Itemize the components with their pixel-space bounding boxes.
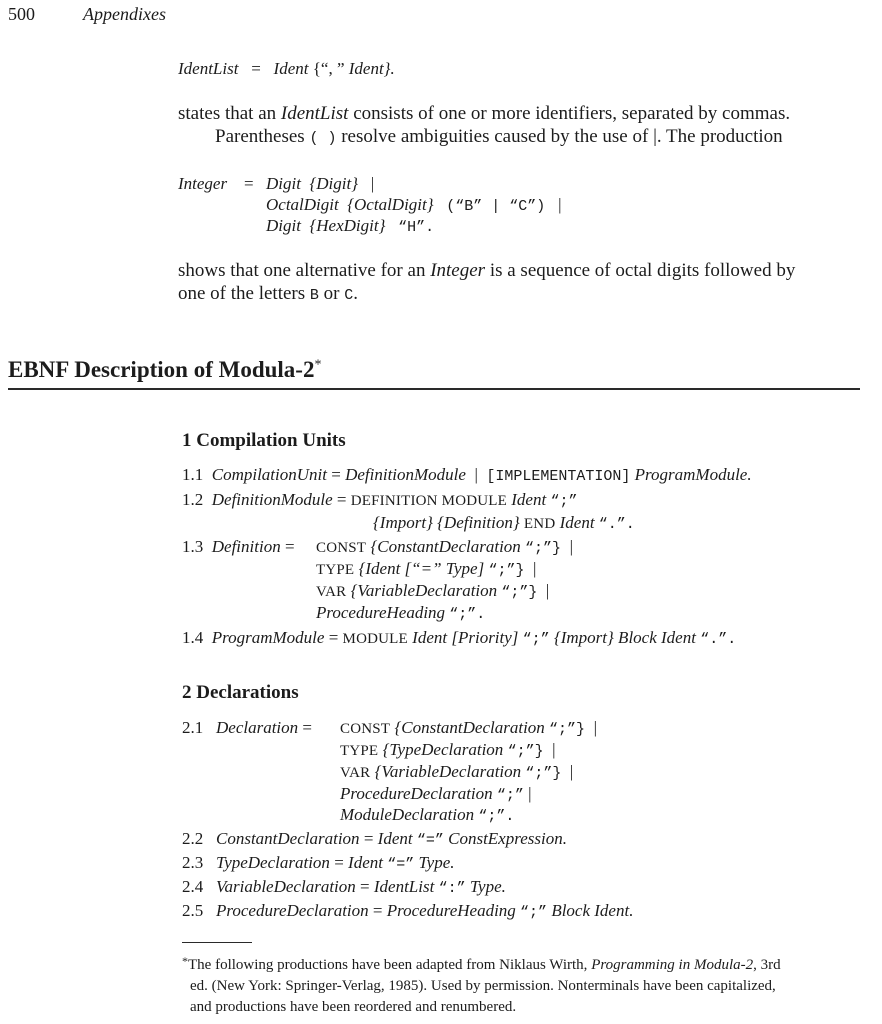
text-run: states that an — [178, 103, 281, 124]
rule-lhs: TypeDeclaration — [216, 853, 330, 872]
rule-lhs: ProcedureDeclaration — [216, 901, 369, 920]
rule-term: CONST — [340, 721, 391, 737]
text-run: resolve ambiguities caused by the use of — [336, 126, 654, 147]
rule-term: OctalDigit — [266, 195, 339, 214]
footnote-marker: * — [182, 954, 188, 968]
rule-term: {OctalDigit} — [347, 195, 434, 214]
rule-lhs: Definition — [211, 537, 281, 556]
rule-term: Ident [Priority] — [412, 628, 519, 647]
production-rule — [182, 901, 633, 921]
production-rule — [182, 877, 506, 897]
rule-lhs: IdentList — [178, 59, 239, 78]
rule-term: “;”. — [449, 606, 486, 623]
rule-term: {TypeDeclaration — [382, 740, 504, 759]
subsection-heading: 2 Declarations — [182, 682, 299, 703]
text-run: Parentheses — [215, 126, 310, 147]
rule-term: “=” — [387, 856, 415, 873]
integer-rule-line — [266, 216, 434, 236]
paragraph — [178, 283, 358, 305]
rule-term: ProcedureHeading — [316, 603, 446, 622]
rule-term: {VariableDeclaration — [374, 762, 522, 781]
rule-number: 2.4 — [182, 877, 204, 896]
rule-term: “;”. — [478, 808, 515, 825]
rule-eq: = — [331, 465, 341, 484]
section-title — [8, 357, 321, 383]
rule-eq: = — [336, 490, 347, 509]
text-run: is a sequence of octal digits followed by — [485, 260, 796, 281]
production-rule-cont — [340, 718, 597, 738]
rule-term: {Import} Block Ident — [553, 628, 696, 647]
production-rule-cont — [316, 559, 536, 579]
production-rule — [182, 718, 312, 738]
rule-term: “;”} — [501, 584, 538, 601]
rule-term: | — [532, 559, 537, 578]
production-rule-cont — [340, 762, 573, 782]
rule-term: Ident — [377, 829, 413, 848]
rule-number: 1.1 — [182, 465, 204, 484]
rule-lhs: ConstantDeclaration — [216, 829, 360, 848]
rule-term: DefinitionModule — [345, 465, 466, 484]
text-run: | — [653, 126, 657, 147]
rule-term: | — [569, 762, 574, 781]
production-rule — [182, 490, 577, 510]
rule-term: | — [569, 537, 573, 556]
text-run: Programming in Modula-2 — [591, 957, 754, 973]
rule-number: 1.4 — [182, 628, 204, 647]
rule-term: [IMPLEMENTATION] — [486, 468, 631, 485]
rule-lhs: ProgramModule — [211, 628, 325, 647]
rule-term: “H”. — [398, 219, 435, 236]
rule-term: “=” — [416, 832, 444, 849]
rule-term: Ident — [348, 853, 383, 872]
rule-term: [“=” Type] — [404, 559, 485, 578]
rule-term: CONST — [316, 540, 367, 556]
rule-term: | — [545, 581, 550, 600]
text-run: C — [344, 287, 354, 304]
production-rule — [182, 537, 295, 557]
rule-term: DEFINITION MODULE — [350, 493, 508, 509]
page-number: 500 — [8, 4, 35, 24]
rule-term: Ident — [273, 59, 309, 78]
rule-lhs: VariableDeclaration — [216, 877, 356, 896]
production-rule — [182, 465, 752, 485]
rule-term: | — [474, 465, 478, 484]
production-rule — [182, 829, 567, 849]
rule-term: ProcedureDeclaration — [340, 784, 493, 803]
rule-term: {VariableDeclaration — [350, 581, 498, 600]
production-rule-cont — [340, 805, 514, 825]
rule-lhs: CompilationUnit — [211, 465, 327, 484]
integer-rule-line — [266, 174, 374, 194]
paragraph — [178, 103, 790, 125]
rule-eq: = — [284, 537, 295, 556]
text-run: , 3rd — [753, 957, 781, 973]
paragraph — [178, 260, 795, 282]
text-run: IdentList — [280, 103, 349, 124]
rule-term: Block Ident. — [551, 901, 634, 920]
rule-term: “;” — [550, 493, 578, 510]
rule-term: “;” — [496, 787, 524, 804]
rule-term: | — [558, 195, 562, 214]
text-run: Integer — [430, 260, 486, 281]
rule-term: {Import} {Definition} — [373, 513, 520, 532]
rule-term: {“, ” — [312, 59, 345, 78]
production-rule — [182, 628, 736, 648]
rule-term: Digit — [266, 216, 301, 235]
production-rule-cont — [316, 581, 549, 601]
rule-term: “;” — [522, 631, 550, 648]
footnote-line: and productions have been reordered and renumbered. — [190, 999, 517, 1015]
production-rule-cont — [373, 513, 635, 533]
rule-term: Ident — [511, 490, 547, 509]
rule-term: MODULE — [342, 631, 408, 647]
production-rule-cont — [316, 603, 485, 623]
rule-eq: = — [334, 853, 344, 872]
rule-lhs: Integer — [178, 174, 228, 193]
footnote-marker: * — [314, 357, 322, 373]
running-title: Appendixes — [83, 4, 166, 24]
rule-lhs: Declaration — [216, 718, 299, 737]
rule-term: TYPE — [340, 743, 379, 759]
rule-term: ProgramModule. — [634, 465, 752, 484]
rule-eq: = — [363, 829, 374, 848]
footnote-line: ed. (New York: Springer-Verlag, 1985). Used by permission. Nonterminals have been capitalized, — [190, 978, 776, 994]
rule-eq: = — [251, 59, 261, 78]
rule-term: Ident}. — [348, 59, 395, 78]
subsection-heading: 1 Compilation Units — [182, 430, 346, 451]
integer-rule-line — [266, 195, 561, 215]
section-title-text: EBNF Description of Modula-2 — [8, 357, 315, 382]
rule-term: {Ident — [358, 559, 401, 578]
rule-term: (“B” | “C”) — [446, 198, 546, 215]
rule-lhs: DefinitionModule — [211, 490, 333, 509]
rule-term: Type. — [469, 877, 506, 896]
rule-term: “.”. — [598, 516, 635, 533]
rule-number: 2.3 — [182, 853, 204, 872]
footnote-rule — [182, 942, 252, 943]
rule-number: 1.3 — [182, 537, 204, 556]
text-run: shows that one alternative for an — [178, 260, 431, 281]
rule-term: {ConstantDeclaration — [394, 718, 545, 737]
rule-term: {HexDigit} — [309, 216, 386, 235]
text-run: The following productions have been adapted from Niklaus Wirth, — [188, 957, 592, 973]
text-run: one of the letters — [178, 283, 310, 304]
rule-term: “;” — [520, 904, 548, 921]
rule-term: TYPE — [316, 562, 355, 578]
rule-term: “;”} — [525, 765, 562, 782]
rule-term: ModuleDeclaration — [340, 805, 475, 824]
rule-term: {ConstantDeclaration — [370, 537, 521, 556]
rule-eq: = — [372, 901, 383, 920]
text-run: . — [353, 283, 359, 304]
rule-term: | — [552, 740, 556, 759]
rule-number: 1.2 — [182, 490, 204, 509]
rule-term: | — [528, 784, 532, 803]
text-run: B — [309, 287, 319, 304]
rule-term: VAR — [316, 584, 347, 600]
rule-eq: = — [244, 174, 254, 193]
rule-term: “;”} — [525, 540, 562, 557]
rule-term: END — [523, 516, 556, 532]
section-rule — [8, 388, 860, 390]
rule-number: 2.2 — [182, 829, 204, 848]
footnote-line — [182, 951, 862, 976]
rule-term: “;”} — [549, 721, 586, 738]
footnote — [182, 951, 862, 1018]
rule-term: “;”} — [507, 743, 544, 760]
text-run: or — [318, 283, 345, 304]
rule-term: Type. — [418, 853, 455, 872]
rule-term: {Digit} — [309, 174, 358, 193]
rule-term: “;”} — [488, 562, 525, 579]
identlist-rule — [178, 59, 395, 79]
text-run: consists of one or more identifiers, separated by commas. — [348, 103, 791, 124]
rule-term: | — [593, 718, 597, 737]
paragraph — [215, 126, 783, 148]
rule-term: VAR — [340, 765, 371, 781]
rule-eq: = — [328, 628, 339, 647]
production-rule-cont — [316, 537, 573, 557]
rule-term: “:” — [438, 880, 466, 897]
rule-number: 2.5 — [182, 901, 204, 920]
rule-eq: = — [360, 877, 370, 896]
rule-term: Digit — [266, 174, 301, 193]
rule-term: IdentList — [373, 877, 435, 896]
rule-number: 2.1 — [182, 718, 204, 737]
production-rule-cont — [340, 784, 532, 804]
text-run: . The production — [656, 126, 783, 147]
rule-term: “.”. — [700, 631, 737, 648]
rule-term: Ident — [559, 513, 595, 532]
production-rule-cont — [340, 740, 555, 760]
rule-term: | — [370, 174, 375, 193]
text-run: ( ) — [309, 130, 337, 147]
production-rule — [182, 853, 455, 873]
rule-term: ProcedureHeading — [386, 901, 516, 920]
rule-term: ConstExpression. — [448, 829, 567, 848]
rule-eq: = — [302, 718, 312, 737]
